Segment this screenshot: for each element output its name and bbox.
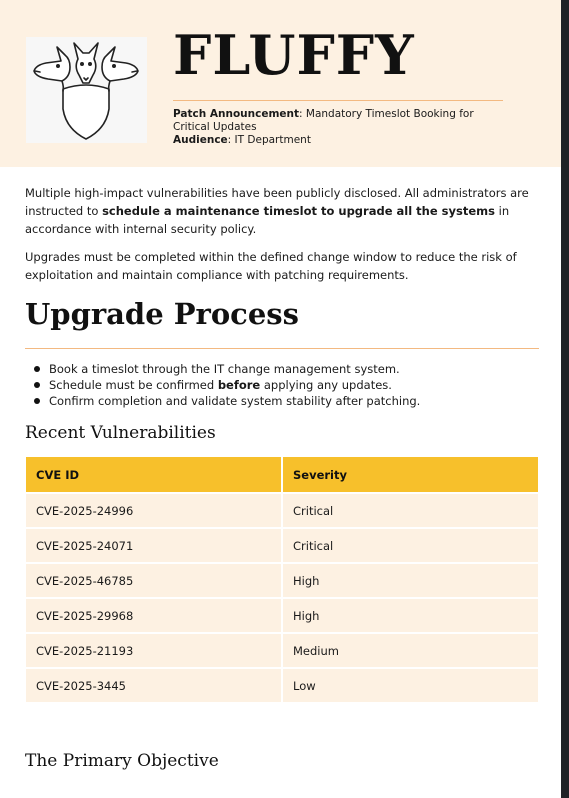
step-text-emphasis: before: [217, 378, 261, 392]
severity-cell: Critical: [283, 527, 538, 562]
cve-id-cell: CVE-2025-24071: [26, 527, 283, 562]
window-paragraph: Upgrades must be completed within the defined change window to reduce the risk of exploitation and maintain compliance with patching requirements.: [25, 250, 517, 282]
severity-cell: Medium: [283, 632, 538, 667]
intro-paragraph: [25, 184, 530, 238]
table-row: [26, 597, 538, 632]
process-steps-list: [25, 361, 540, 409]
audience-line: [173, 134, 503, 147]
process-step: [25, 393, 540, 409]
intro-text-emphasis: schedule a maintenance timeslot to upgrade all the systems: [102, 204, 495, 218]
severity-cell: Critical: [283, 492, 538, 527]
cve-id-cell: CVE-2025-21193: [26, 632, 283, 667]
table-row: [26, 632, 538, 667]
announcement-text: : Mandatory Timeslot Booking for Critical Updates: [173, 108, 474, 133]
announcement-label: Patch Announcement: [173, 108, 300, 120]
audience-label: Audience: [173, 134, 228, 146]
logo: [26, 37, 147, 143]
severity-cell: Low: [283, 667, 538, 702]
section-divider: [25, 348, 539, 349]
intro-text-start: Multiple high-impact vulnerabilities have been publicly disclosed. All administrators are instructed to: [25, 186, 529, 218]
step-text-start: Schedule must be confirmed: [49, 378, 218, 392]
brand-title: FLUFFY: [173, 23, 415, 87]
vulnerabilities-table: [26, 457, 538, 702]
cve-id-cell: CVE-2025-24996: [26, 492, 283, 527]
announcement-meta: [173, 108, 503, 147]
column-header-severity: Severity: [283, 457, 538, 492]
bullet-icon: [34, 366, 40, 372]
bullet-icon: [34, 398, 40, 404]
table-row: [26, 667, 538, 702]
severity-cell: High: [283, 562, 538, 597]
table-row: [26, 562, 538, 597]
vulnerabilities-heading: Recent Vulnerabilities: [25, 423, 216, 443]
objective-heading: The Primary Objective: [25, 751, 219, 771]
severity-cell: High: [283, 597, 538, 632]
table-row: [26, 492, 538, 527]
header-banner: [0, 0, 561, 167]
cve-id-cell: CVE-2025-46785: [26, 562, 283, 597]
process-step: [25, 377, 540, 393]
audience-text: : IT Department: [227, 134, 311, 146]
three-headed-dog-shield-icon: [26, 37, 147, 143]
step-text-end: applying any updates.: [260, 378, 392, 392]
bullet-icon: [34, 382, 40, 388]
cve-id-cell: CVE-2025-3445: [26, 667, 283, 702]
column-header-cve-id: CVE ID: [26, 457, 283, 492]
header-divider: [173, 100, 503, 101]
step-text: Book a timeslot through the IT change management system.: [49, 362, 400, 376]
step-text: Confirm completion and validate system stability after patching.: [49, 394, 421, 408]
window-edge: [561, 0, 569, 798]
announcement-line: [173, 108, 503, 134]
section-title-upgrade-process: Upgrade Process: [25, 297, 299, 331]
cve-id-cell: CVE-2025-29968: [26, 597, 283, 632]
table-header-row: [26, 457, 538, 492]
table-row: [26, 527, 538, 562]
intro-text-end: in accordance with internal security policy.: [25, 204, 510, 236]
process-step: [25, 361, 540, 377]
